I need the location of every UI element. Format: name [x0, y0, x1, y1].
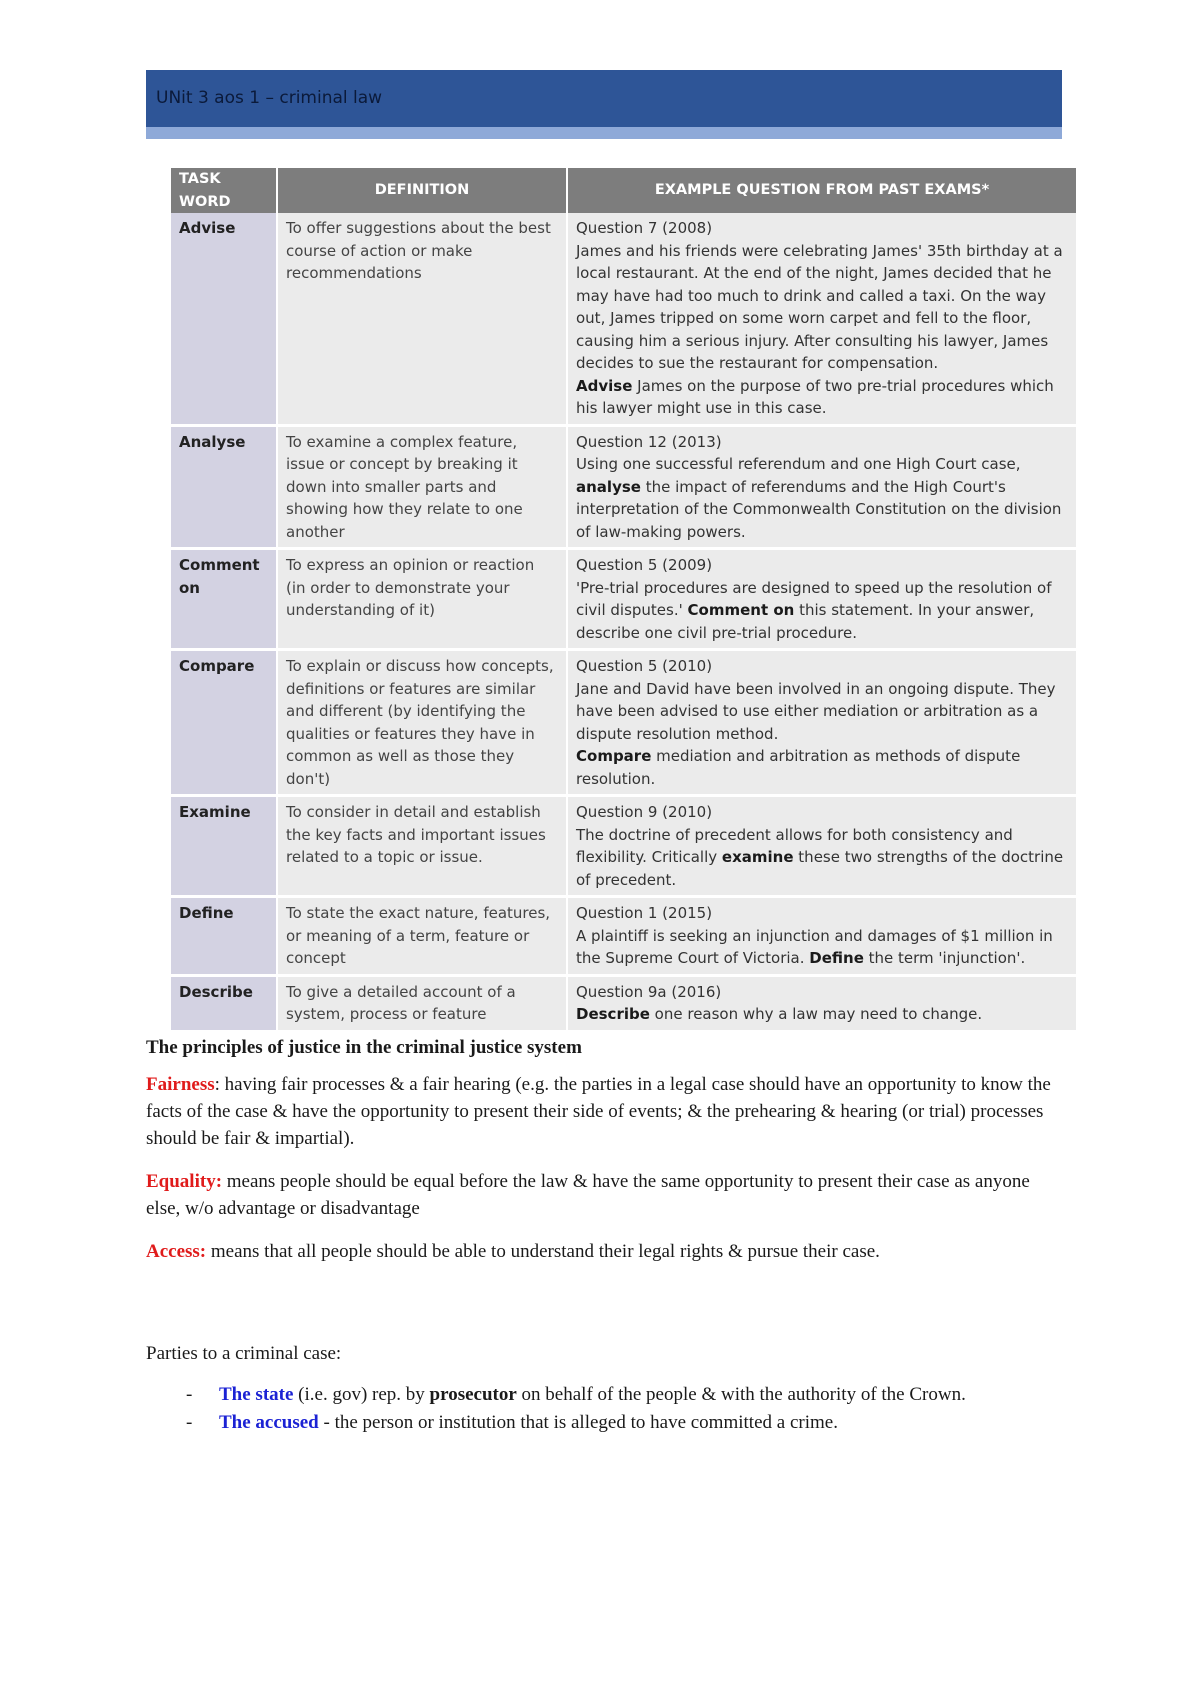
- definition-cell: To give a detailed account of a system, process or feature: [277, 975, 567, 1031]
- task-word-cell: Analyse: [171, 425, 277, 549]
- access-text: means that all people should be able to understand their legal rights & pursue their case.: [206, 1241, 880, 1262]
- example-cell: [567, 425, 1077, 549]
- header-bar: [146, 70, 1062, 127]
- definition-cell: To offer suggestions about the best course of action or make recommendations: [277, 213, 567, 425]
- definition-cell: To explain or discuss how concepts, definitions or features are similar and different (by identifying the qualities or features they have in common as well as those they don't): [277, 650, 567, 796]
- task-word-bold: Comment on: [687, 601, 795, 619]
- question-label: Question 5 (2010): [576, 657, 713, 675]
- example-cell: [567, 213, 1077, 425]
- task-word-cell: Describe: [171, 975, 277, 1031]
- definition-cell: To consider in detail and establish the key facts and important issues related to a topic or issue.: [277, 796, 567, 897]
- example-text: James and his friends were celebrating James' 35th birthday at a local restaurant. At the end of the night, James decided that he may have had too much to drink and called a taxi. On the way out, James tripped on some worn carpet and fell to the floor, causing him a serious injury. After consulting his lawyer, James decides to sue the restaurant for compensation.: [576, 241, 1063, 372]
- task-word-cell: Compare: [171, 650, 277, 796]
- example-text: Using one successful referendum and one High Court case,: [576, 455, 1021, 473]
- example-text-post: mediation and arbitration as methods of dispute resolution.: [576, 747, 1021, 788]
- question-label: Question 5 (2009): [576, 556, 713, 574]
- header-task-word: TASK WORD: [171, 168, 277, 213]
- task-word-bold: analyse: [576, 477, 641, 496]
- table-row: [171, 975, 1077, 1031]
- example-text-post: James on the purpose of two pre-trial procedures which his lawyer might use in this case.: [576, 376, 1054, 417]
- task-word-bold: Describe: [576, 1005, 650, 1023]
- list-item: [146, 1409, 1066, 1436]
- principles-section: [146, 1034, 1066, 1281]
- example-cell: [567, 796, 1077, 897]
- fairness-paragraph: [146, 1071, 1066, 1152]
- task-word-cell: Comment on: [171, 549, 277, 650]
- header-definition: DEFINITION: [277, 168, 567, 213]
- access-paragraph: [146, 1238, 1066, 1265]
- party-text-post: on behalf of the people & with the authority of the Crown.: [516, 1384, 966, 1405]
- definition-cell: To express an opinion or reaction (in order to demonstrate your understanding of it): [277, 549, 567, 650]
- example-text-post: one reason why a law may need to change.: [649, 1005, 983, 1023]
- example-cell: [567, 549, 1077, 650]
- example-text: 'Pre-trial procedures are designed to speed up the resolution of civil disputes.': [576, 578, 1052, 619]
- definition-cell: To examine a complex feature, issue or concept by breaking it down into smaller parts and showing how they relate to one another: [277, 425, 567, 549]
- document-title: UNit 3 aos 1 – criminal law: [156, 88, 383, 108]
- example-text: The doctrine of precedent allows for both consistency and flexibility. Critically: [576, 825, 1013, 866]
- question-label: Question 7 (2008): [576, 219, 713, 237]
- party-label: The state: [219, 1384, 294, 1405]
- parties-section: [146, 1340, 1066, 1437]
- example-cell: [567, 897, 1077, 976]
- example-text: Jane and David have been involved in an ongoing dispute. They have been advised to use either mediation or arbitration as a dispute resolution method.: [576, 679, 1056, 743]
- definition-cell: To state the exact nature, features, or meaning of a term, feature or concept: [277, 897, 567, 976]
- table-row: [171, 650, 1077, 796]
- example-cell: [567, 975, 1077, 1031]
- header-strip: [146, 127, 1062, 139]
- fairness-label: Fairness: [146, 1074, 215, 1095]
- table-row: [171, 897, 1077, 976]
- table-row: [171, 549, 1077, 650]
- table-row: [171, 213, 1077, 425]
- example-text: A plaintiff is seeking an injunction and damages of $1 million in the Supreme Court of Victoria.: [576, 926, 1053, 967]
- list-item: [146, 1381, 1066, 1408]
- task-word-bold: Advise: [576, 376, 633, 395]
- example-cell: [567, 650, 1077, 796]
- parties-intro: Parties to a criminal case:: [146, 1343, 342, 1364]
- question-label: Question 9a (2016): [576, 982, 722, 1001]
- question-label: Question 9 (2010): [576, 803, 713, 821]
- equality-text: means people should be equal before the law & have the same opportunity to present their case as anyone else, w/o advantage or disadvantage: [146, 1171, 1030, 1219]
- party-label: The accused: [219, 1412, 319, 1433]
- equality-paragraph: [146, 1168, 1066, 1222]
- party-bold: prosecutor: [429, 1384, 517, 1405]
- example-text-post: the term 'injunction'.: [863, 949, 1026, 967]
- task-word-cell: Advise: [171, 213, 277, 425]
- access-label: Access:: [146, 1241, 207, 1262]
- party-text: (i.e. gov) rep. by: [293, 1384, 430, 1405]
- question-label: Question 12 (2013): [576, 432, 722, 451]
- fairness-text: : having fair processes & a fair hearing (e.g. the parties in a legal case should have an opportunity to know the facts of the case & have the opportunity to present their side of events; & the prehearing & hearing (or trial) processes should be fair & impartial).: [146, 1074, 1051, 1149]
- question-label: Question 1 (2015): [576, 904, 713, 922]
- parties-list: [146, 1381, 1066, 1436]
- task-word-table: [171, 168, 1078, 1033]
- principles-heading: The principles of justice in the criminal justice system: [146, 1037, 582, 1058]
- bullet-dash: -: [186, 1412, 193, 1433]
- example-text-post: this statement. In your answer, describe one civil pre-trial procedure.: [576, 601, 1035, 642]
- task-word-bold: examine: [721, 848, 794, 866]
- table-row: [171, 425, 1077, 549]
- example-text-post: the impact of referendums and the High Court's interpretation of the Commonwealth Constitution on the division of law-making powers.: [576, 477, 1062, 541]
- header-example: EXAMPLE QUESTION FROM PAST EXAMS*: [567, 168, 1077, 213]
- task-word-cell: Examine: [171, 796, 277, 897]
- equality-label: Equality:: [146, 1171, 223, 1192]
- bullet-dash: -: [186, 1384, 193, 1405]
- table-header-row: [171, 168, 1077, 213]
- task-word-bold: Compare: [576, 747, 652, 765]
- task-word-cell: Define: [171, 897, 277, 976]
- party-text: - the person or institution that is alleged to have committed a crime.: [318, 1412, 838, 1433]
- example-text-post: these two strengths of the doctrine of precedent.: [576, 848, 1064, 889]
- table-row: [171, 796, 1077, 897]
- task-word-bold: Define: [809, 949, 864, 967]
